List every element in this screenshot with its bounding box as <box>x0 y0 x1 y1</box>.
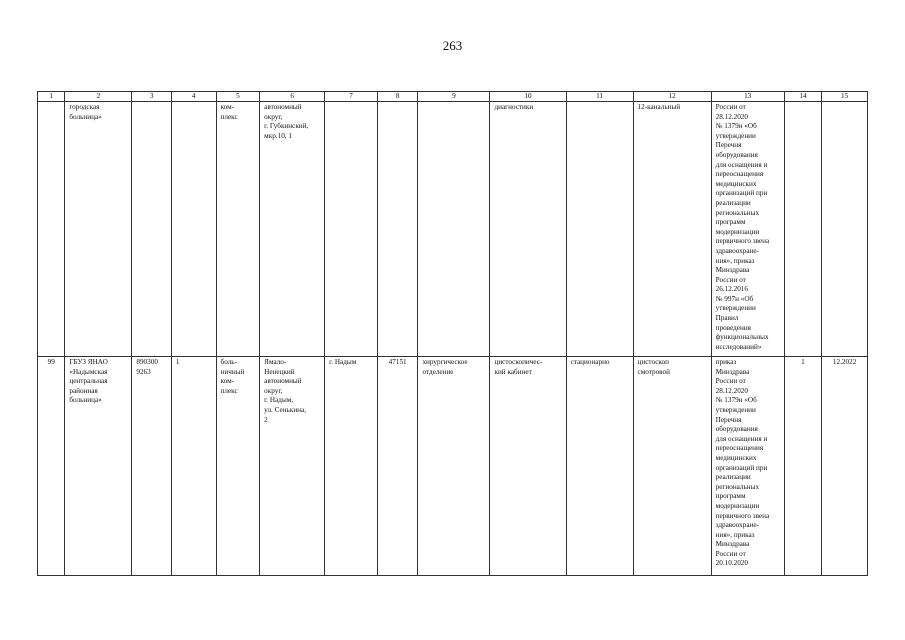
cell-inn: 890300 9263 <box>132 357 172 576</box>
column-number: 7 <box>325 92 378 102</box>
cell-room: диагностики <box>490 102 566 357</box>
page-number: 263 <box>442 38 463 53</box>
column-number: 4 <box>171 92 216 102</box>
cell-building-type: боль- ничный ком- плекс <box>216 357 260 576</box>
cell-address: Ямало- Ненецкий автономный округ, г. Надым, ул. Сенькина, 2 <box>260 357 325 576</box>
table-row <box>38 357 868 576</box>
column-number: 1 <box>38 92 65 102</box>
cell-date <box>822 102 868 357</box>
cell-code <box>377 102 418 357</box>
cell-code: 47151 <box>377 357 418 576</box>
cell-col4: 1 <box>171 357 216 576</box>
cell-quantity <box>784 102 822 357</box>
cell-care-type <box>566 102 633 357</box>
column-number: 11 <box>566 92 633 102</box>
table-row <box>38 102 868 357</box>
column-number: 3 <box>132 92 172 102</box>
cell-col4 <box>171 102 216 357</box>
cell-equipment: 12-канальный <box>633 102 711 357</box>
equipment-table <box>37 91 868 576</box>
cell-row-number: 99 <box>38 357 65 576</box>
column-number: 6 <box>260 92 325 102</box>
cell-quantity: 1 <box>784 357 822 576</box>
cell-department <box>418 102 490 357</box>
cell-building-type: ком- плекс <box>216 102 260 357</box>
column-number: 5 <box>216 92 260 102</box>
cell-room: цистоскопичес- кий кабинет <box>490 357 566 576</box>
cell-care-type: стационарно <box>566 357 633 576</box>
column-number: 8 <box>377 92 418 102</box>
column-number-row <box>38 92 868 102</box>
cell-inn <box>132 102 172 357</box>
column-number: 12 <box>633 92 711 102</box>
cell-regulation: России от 28.12.2020 № 1379н «Об утверждении Перечня оборудования для оснащения и переоснащения медицинских организаций при реализации региональных программ модернизации первичного звена здравоохране- ния», приказ Минздрава России от 26.12.2016 № 997н «Об утверждении Правил проведения функциональных исследований» <box>711 102 784 357</box>
column-number: 10 <box>490 92 566 102</box>
cell-date: 12.2022 <box>822 357 868 576</box>
cell-address: автономный округ, г. Губкинский, мкр.10, 1 <box>260 102 325 357</box>
cell-organization: ГБУЗ ЯНАО «Надымская центральная районная больница» <box>65 357 132 576</box>
column-number: 14 <box>784 92 822 102</box>
column-number: 2 <box>65 92 132 102</box>
column-number: 13 <box>711 92 784 102</box>
column-number: 15 <box>822 92 868 102</box>
column-number: 9 <box>418 92 490 102</box>
cell-organization: городская больница» <box>65 102 132 357</box>
cell-city: г. Надым <box>325 357 378 576</box>
cell-row-number <box>38 102 65 357</box>
cell-department: хирургическое отделение <box>418 357 490 576</box>
cell-regulation: приказ Минздрава России от 28.12.2020 № 1379н «Об утверждении Перечня оборудования для оснащения и переоснащения медицинских организаций при реализации региональных программ модернизации первичного звена здравоохране- ния», приказ Минздрава России от 20.10.2020 <box>711 357 784 576</box>
cell-equipment: цистоскоп смотровой <box>633 357 711 576</box>
cell-city <box>325 102 378 357</box>
